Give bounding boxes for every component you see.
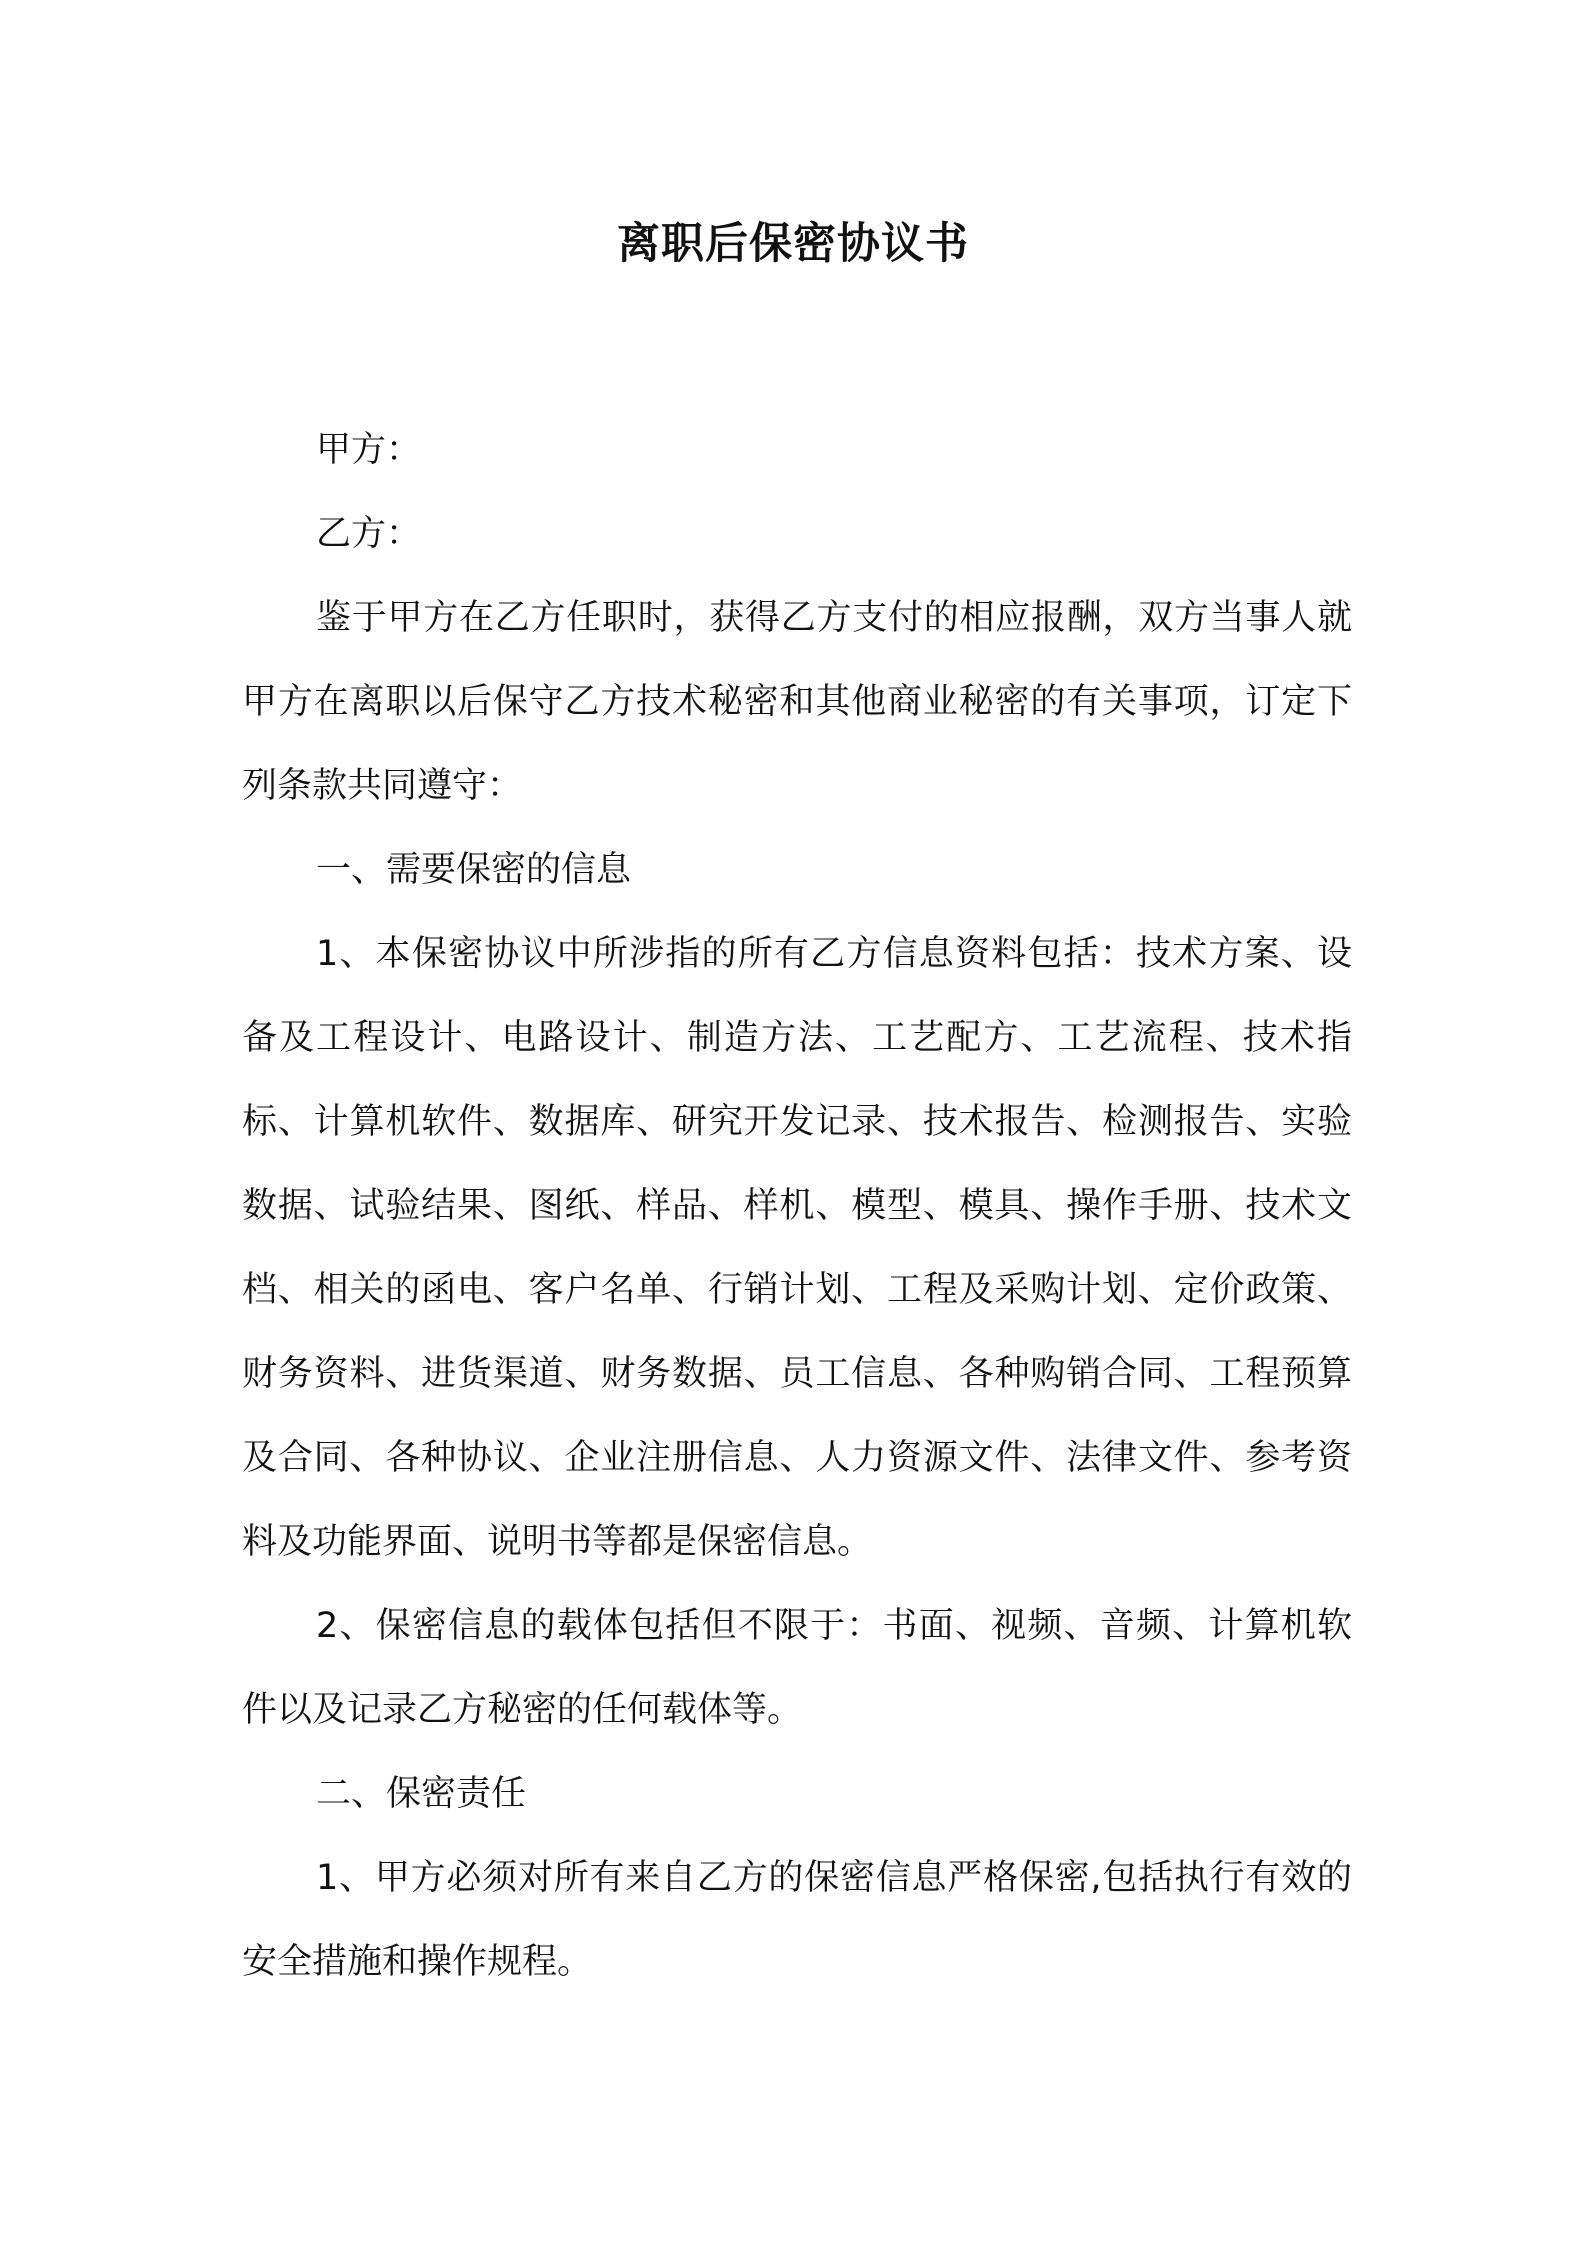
clause-1-1: 1、本保密协议中所涉指的所有乙方信息资料包括：技术方案、设备及工程设计、电路设计、制造方法、工艺配方、工艺流程、技术指标、计算机软件、数据库、研究开发记录、技术报告、检测报告、实验数据、试验结果、图纸、样品、样机、模型、模具、操作手册、技术文档、相关的函电、客户名单、行销计划、工程及采购计划、定价政策、财务资料、进货渠道、财务数据、员工信息、各种购销合同、工程预算及合同、各种协议、企业注册信息、人力资源文件、法律文件、参考资料及功能界面、说明书等都是保密信息。 xyxy=(242,934,1352,1562)
party-a-line: 甲方： xyxy=(316,430,422,470)
preamble-paragraph: 鉴于甲方在乙方任职时，获得乙方支付的相应报酬，双方当事人就甲方在离职以后保守乙方技术秘密和其他商业秘密的有关事项，订定下列条款共同遵守： xyxy=(242,598,1352,806)
document-title: 离职后保密协议书 xyxy=(617,219,969,269)
section-heading-confidentiality-duty: 二、保密责任 xyxy=(316,1774,527,1814)
document-body xyxy=(242,408,1352,2004)
clause-2-1: 1、甲方必须对所有来自乙方的保密信息严格保密,包括执行有效的安全措施和操作规程。 xyxy=(242,1858,1352,1982)
party-b-line: 乙方： xyxy=(316,514,422,554)
section-heading-confidential-info: 一、需要保密的信息 xyxy=(316,850,632,890)
clause-1-2: 2、保密信息的载体包括但不限于：书面、视频、音频、计算机软件以及记录乙方秘密的任何载体等。 xyxy=(242,1606,1352,1730)
